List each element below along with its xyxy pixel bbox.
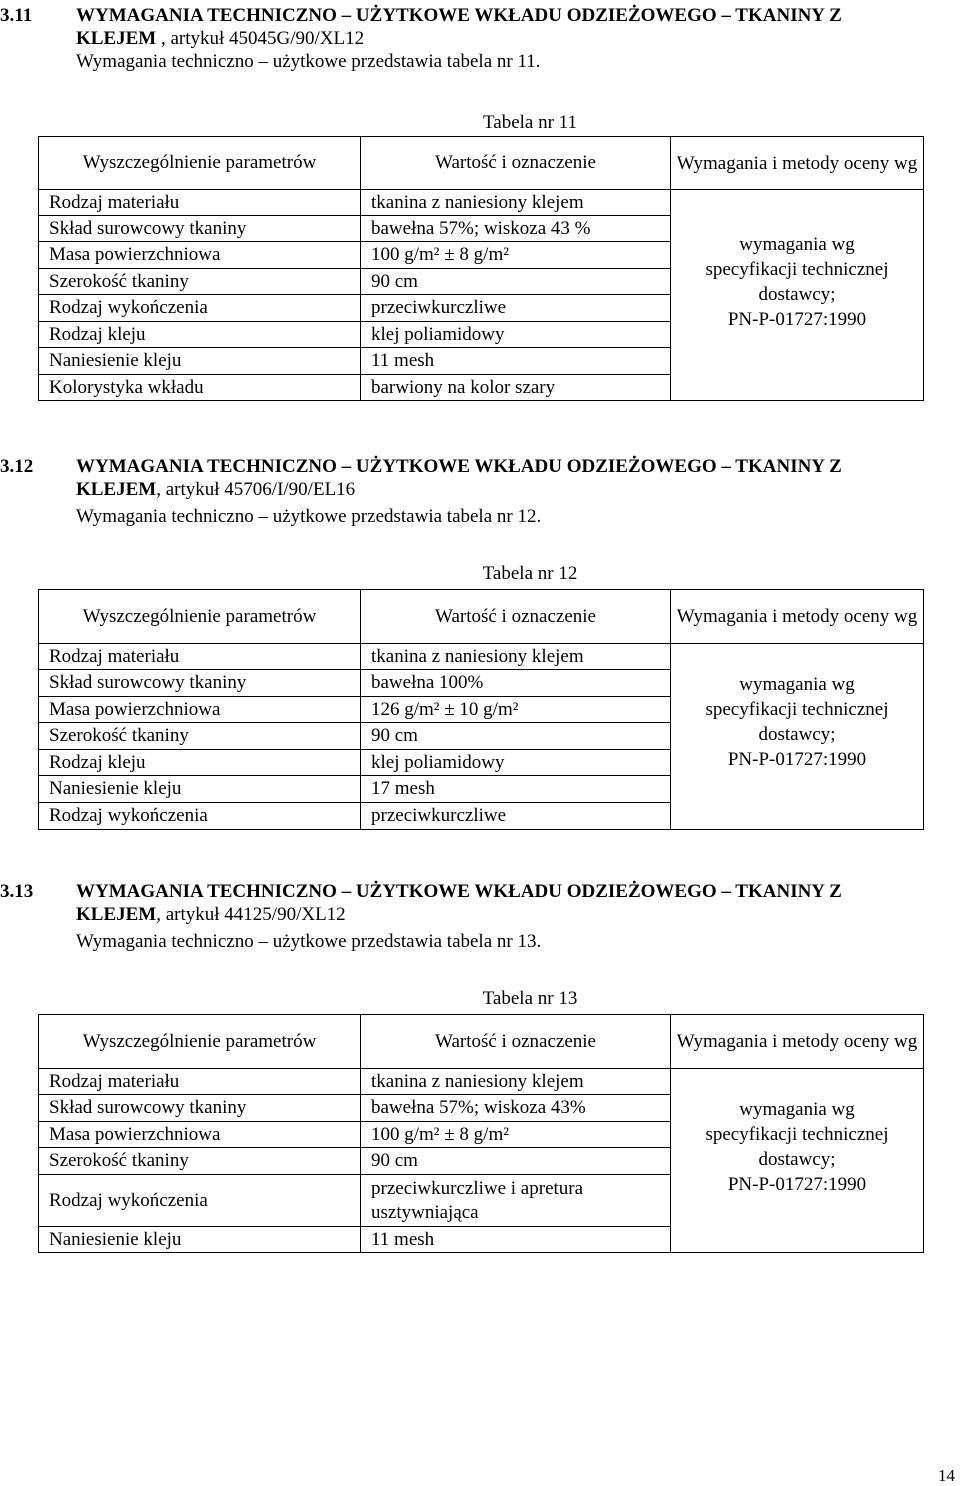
value-cell: klej poliamidowy	[361, 322, 671, 348]
header-value: Wartość i oznaczenie	[361, 137, 671, 190]
header-parameters: Wyszczególnienie parametrów	[39, 137, 361, 190]
value-cell: tkanina z naniesiony klejem	[361, 1069, 671, 1095]
section-title	[76, 880, 960, 953]
methods-cell: wymagania wg specyfikacji technicznej dostawcy; PN-P-01727:1990	[671, 190, 924, 401]
header-parameters: Wyszczególnienie parametrów	[39, 1015, 361, 1069]
section-title	[76, 4, 960, 73]
spec-table-13	[38, 1014, 924, 1253]
param-cell: Rodzaj materiału	[39, 644, 361, 670]
param-cell: Masa powierzchniowa	[39, 1122, 361, 1148]
param-cell: Rodzaj wykończenia	[39, 295, 361, 322]
param-cell: Skład surowcowy tkaniny	[39, 216, 361, 242]
value-cell: 100 g/m² ± 8 g/m²	[361, 1122, 671, 1148]
section-number: 3.12	[0, 456, 34, 477]
page-number: 14	[938, 1466, 955, 1485]
param-cell: Naniesienie kleju	[39, 1227, 361, 1253]
param-cell: Rodzaj kleju	[39, 750, 361, 776]
header-parameters: Wyszczególnienie parametrów	[39, 590, 361, 644]
value-cell: 90 cm	[361, 723, 671, 750]
param-cell: Szerokość tkaniny	[39, 1148, 361, 1175]
value-cell: 11 mesh	[361, 348, 671, 375]
section-intro: Wymagania techniczno – użytkowe przedstawia tabela nr 13.	[76, 931, 542, 952]
section-title-line1: WYMAGANIA TECHNICZNO – UŻYTKOWE WKŁADU ODZIEŻOWEGO – TKANINY Z	[76, 456, 842, 477]
param-cell: Naniesienie kleju	[39, 348, 361, 375]
value-cell: 90 cm	[361, 1148, 671, 1175]
spec-table-12	[38, 589, 924, 830]
value-cell: barwiony na kolor szary	[361, 375, 671, 401]
param-cell: Rodzaj kleju	[39, 322, 361, 348]
value-cell: tkanina z naniesiony klejem	[361, 190, 671, 216]
value-cell: 90 cm	[361, 269, 671, 295]
section-title-article: , artykuł 44125/90/XL12	[156, 904, 346, 925]
value-cell: klej poliamidowy	[361, 750, 671, 776]
section-title-bold: KLEJEM	[76, 479, 157, 500]
table-row	[39, 1069, 924, 1095]
value-cell: 126 g/m² ± 10 g/m²	[361, 697, 671, 723]
param-cell: Rodzaj wykończenia	[39, 1175, 361, 1227]
param-cell: Naniesienie kleju	[39, 776, 361, 803]
table-header-row	[39, 137, 924, 190]
value-cell: 100 g/m² ± 8 g/m²	[361, 242, 671, 269]
param-cell: Skład surowcowy tkaniny	[39, 1095, 361, 1122]
methods-cell: wymagania wg specyfikacji technicznej dostawcy; PN-P-01727:1990	[671, 644, 924, 830]
section-number: 3.11	[0, 5, 33, 26]
section-title-article: , artykuł 45045G/90/XL12	[156, 28, 365, 49]
table-header-row	[39, 590, 924, 644]
value-cell: przeciwkurczliwe i apretura usztywniająca	[361, 1175, 671, 1227]
spec-table-11	[38, 136, 924, 401]
section-title-bold: KLEJEM	[76, 904, 157, 925]
param-cell: Szerokość tkaniny	[39, 723, 361, 750]
header-methods: Wymagania i metody oceny wg	[671, 137, 924, 190]
param-cell: Masa powierzchniowa	[39, 242, 361, 269]
param-cell: Kolorystyka wkładu	[39, 375, 361, 401]
value-cell: przeciwkurczliwe	[361, 803, 671, 830]
table-row	[39, 644, 924, 670]
header-methods: Wymagania i metody oceny wg	[671, 590, 924, 644]
section-title	[76, 455, 960, 528]
value-cell: 17 mesh	[361, 776, 671, 803]
header-value: Wartość i oznaczenie	[361, 1015, 671, 1069]
table-caption: Tabela nr 13	[482, 988, 578, 1009]
section-number: 3.13	[0, 881, 34, 902]
value-cell: bawełna 57%; wiskoza 43 %	[361, 216, 671, 242]
table-caption: Tabela nr 11	[483, 112, 577, 133]
value-cell: przeciwkurczliwe	[361, 295, 671, 322]
param-cell: Masa powierzchniowa	[39, 697, 361, 723]
table-row	[39, 190, 924, 216]
table-caption: Tabela nr 12	[482, 563, 578, 584]
param-cell: Rodzaj materiału	[39, 190, 361, 216]
header-methods: Wymagania i metody oceny wg	[671, 1015, 924, 1069]
section-intro: Wymagania techniczno – użytkowe przedstawia tabela nr 12.	[76, 506, 542, 527]
section-intro: Wymagania techniczno – użytkowe przedstawia tabela nr 11.	[76, 51, 541, 72]
param-cell: Szerokość tkaniny	[39, 269, 361, 295]
value-cell: 11 mesh	[361, 1227, 671, 1253]
methods-cell: wymagania wg specyfikacji technicznej dostawcy; PN-P-01727:1990	[671, 1069, 924, 1253]
value-cell: bawełna 57%; wiskoza 43%	[361, 1095, 671, 1122]
value-cell: tkanina z naniesiony klejem	[361, 644, 671, 670]
section-title-article: , artykuł 45706/I/90/EL16	[156, 479, 356, 500]
section-title-line1: WYMAGANIA TECHNICZNO – UŻYTKOWE WKŁADU ODZIEŻOWEGO – TKANINY Z	[76, 881, 842, 902]
section-title-line1: WYMAGANIA TECHNICZNO – UŻYTKOWE WKŁADU ODZIEŻOWEGO – TKANINY Z	[76, 5, 842, 26]
param-cell: Rodzaj materiału	[39, 1069, 361, 1095]
param-cell: Rodzaj wykończenia	[39, 803, 361, 830]
table-header-row	[39, 1015, 924, 1069]
section-title-bold: KLEJEM	[76, 28, 157, 49]
header-value: Wartość i oznaczenie	[361, 590, 671, 644]
param-cell: Skład surowcowy tkaniny	[39, 670, 361, 697]
value-cell: bawełna 100%	[361, 670, 671, 697]
